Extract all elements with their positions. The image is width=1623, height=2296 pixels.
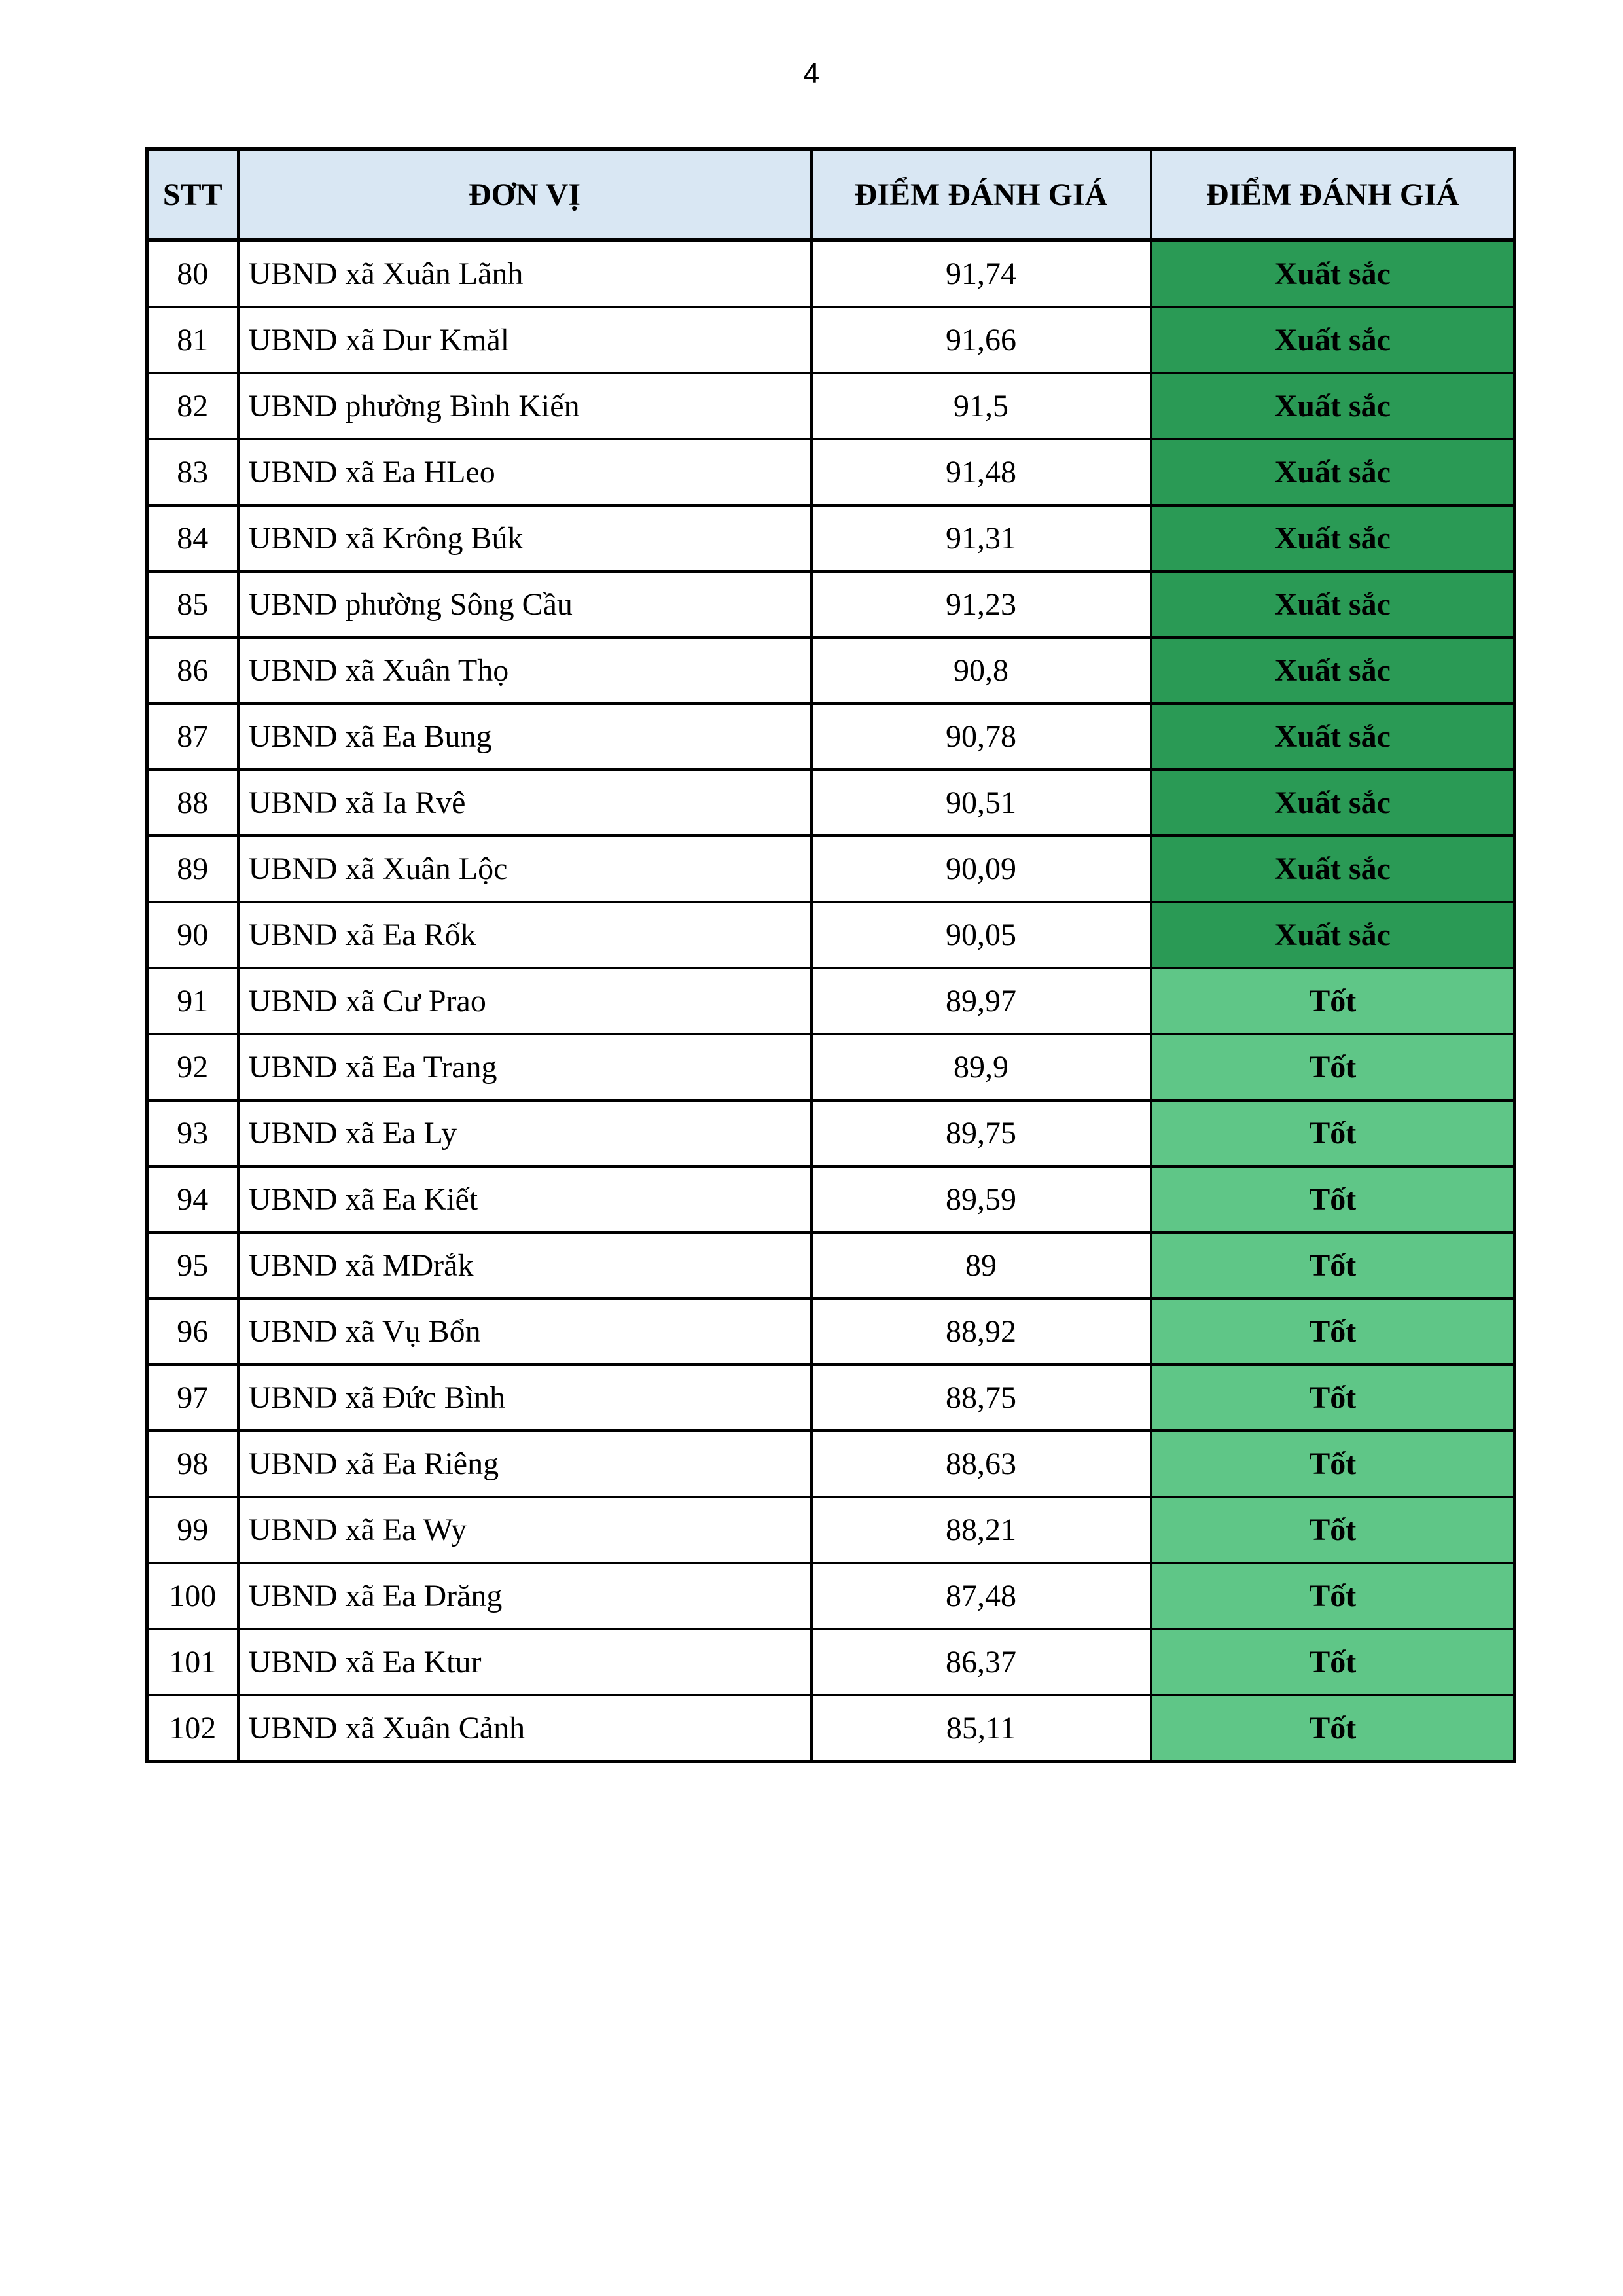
unit-cell: UBND phường Bình Kiến xyxy=(238,373,812,439)
rating-cell: Tốt xyxy=(1151,1034,1515,1100)
table-row xyxy=(147,1232,1515,1299)
table-row xyxy=(147,770,1515,836)
unit-cell: UBND xã Xuân Lãnh xyxy=(238,240,812,307)
rating-cell: Xuất sắc xyxy=(1151,240,1515,307)
score-cell: 90,8 xyxy=(812,637,1151,704)
unit-cell: UBND xã Ea Wy xyxy=(238,1497,812,1563)
score-cell: 85,11 xyxy=(812,1695,1151,1762)
rating-cell: Xuất sắc xyxy=(1151,307,1515,373)
table-row xyxy=(147,439,1515,505)
table-row xyxy=(147,968,1515,1034)
rating-cell: Tốt xyxy=(1151,1629,1515,1695)
table-row xyxy=(147,1563,1515,1629)
unit-cell: UBND xã Xuân Thọ xyxy=(238,637,812,704)
table-row xyxy=(147,704,1515,770)
score-cell: 91,5 xyxy=(812,373,1151,439)
rating-cell: Xuất sắc xyxy=(1151,439,1515,505)
score-cell: 87,48 xyxy=(812,1563,1151,1629)
stt-cell: 97 xyxy=(147,1365,238,1431)
table-row xyxy=(147,1497,1515,1563)
score-cell: 91,66 xyxy=(812,307,1151,373)
table-row xyxy=(147,307,1515,373)
unit-cell: UBND xã Xuân Cảnh xyxy=(238,1695,812,1762)
rating-cell: Tốt xyxy=(1151,1431,1515,1497)
rating-cell: Tốt xyxy=(1151,1232,1515,1299)
unit-cell: UBND xã Vụ Bổn xyxy=(238,1299,812,1365)
score-cell: 88,92 xyxy=(812,1299,1151,1365)
table-row xyxy=(147,836,1515,902)
table-body xyxy=(147,240,1515,1762)
stt-cell: 85 xyxy=(147,571,238,637)
results-table xyxy=(145,147,1516,1763)
table-header-row xyxy=(147,149,1515,241)
score-cell: 91,23 xyxy=(812,571,1151,637)
unit-cell: UBND xã Dur Kmăl xyxy=(238,307,812,373)
unit-cell: UBND xã Xuân Lộc xyxy=(238,836,812,902)
rating-cell: Tốt xyxy=(1151,1563,1515,1629)
stt-cell: 99 xyxy=(147,1497,238,1563)
rating-cell: Xuất sắc xyxy=(1151,373,1515,439)
rating-cell: Xuất sắc xyxy=(1151,770,1515,836)
score-cell: 90,09 xyxy=(812,836,1151,902)
stt-cell: 84 xyxy=(147,505,238,571)
stt-cell: 92 xyxy=(147,1034,238,1100)
stt-cell: 98 xyxy=(147,1431,238,1497)
table-row xyxy=(147,571,1515,637)
stt-cell: 100 xyxy=(147,1563,238,1629)
stt-cell: 87 xyxy=(147,704,238,770)
table-row xyxy=(147,240,1515,307)
unit-cell: UBND xã Ea Bung xyxy=(238,704,812,770)
rating-cell: Tốt xyxy=(1151,1299,1515,1365)
header-cell-rating: ĐIỂM ĐÁNH GIÁ xyxy=(1151,149,1515,241)
unit-cell: UBND xã Ea Ly xyxy=(238,1100,812,1166)
table-row xyxy=(147,1034,1515,1100)
table-row xyxy=(147,505,1515,571)
stt-cell: 81 xyxy=(147,307,238,373)
unit-cell: UBND xã Đức Bình xyxy=(238,1365,812,1431)
stt-cell: 96 xyxy=(147,1299,238,1365)
table-row xyxy=(147,637,1515,704)
unit-cell: UBND xã Ea Ktur xyxy=(238,1629,812,1695)
rating-cell: Xuất sắc xyxy=(1151,505,1515,571)
unit-cell: UBND xã Ea Rốk xyxy=(238,902,812,968)
score-cell: 89 xyxy=(812,1232,1151,1299)
table-row xyxy=(147,1299,1515,1365)
stt-cell: 93 xyxy=(147,1100,238,1166)
stt-cell: 82 xyxy=(147,373,238,439)
table-row xyxy=(147,1431,1515,1497)
stt-cell: 94 xyxy=(147,1166,238,1232)
rating-cell: Tốt xyxy=(1151,1497,1515,1563)
table-row xyxy=(147,1365,1515,1431)
stt-cell: 95 xyxy=(147,1232,238,1299)
score-cell: 89,75 xyxy=(812,1100,1151,1166)
rating-cell: Xuất sắc xyxy=(1151,704,1515,770)
table-row xyxy=(147,1629,1515,1695)
score-cell: 88,63 xyxy=(812,1431,1151,1497)
score-cell: 89,9 xyxy=(812,1034,1151,1100)
score-cell: 90,51 xyxy=(812,770,1151,836)
unit-cell: UBND xã MDrắk xyxy=(238,1232,812,1299)
unit-cell: UBND xã Ea Kiết xyxy=(238,1166,812,1232)
rating-cell: Xuất sắc xyxy=(1151,902,1515,968)
rating-cell: Xuất sắc xyxy=(1151,836,1515,902)
stt-cell: 101 xyxy=(147,1629,238,1695)
header-cell-stt: STT xyxy=(147,149,238,241)
score-cell: 90,78 xyxy=(812,704,1151,770)
table-row xyxy=(147,1100,1515,1166)
score-cell: 88,75 xyxy=(812,1365,1151,1431)
stt-cell: 80 xyxy=(147,240,238,307)
stt-cell: 88 xyxy=(147,770,238,836)
stt-cell: 90 xyxy=(147,902,238,968)
unit-cell: UBND xã Ia Rvê xyxy=(238,770,812,836)
rating-cell: Tốt xyxy=(1151,1365,1515,1431)
header-cell-score: ĐIỂM ĐÁNH GIÁ xyxy=(812,149,1151,241)
unit-cell: UBND phường Sông Cầu xyxy=(238,571,812,637)
header-cell-unit: ĐƠN VỊ xyxy=(238,149,812,241)
stt-cell: 89 xyxy=(147,836,238,902)
rating-cell: Tốt xyxy=(1151,1695,1515,1762)
score-cell: 91,31 xyxy=(812,505,1151,571)
score-cell: 88,21 xyxy=(812,1497,1151,1563)
score-cell: 90,05 xyxy=(812,902,1151,968)
rating-cell: Tốt xyxy=(1151,1166,1515,1232)
unit-cell: UBND xã Ea Drăng xyxy=(238,1563,812,1629)
unit-cell: UBND xã Cư Prao xyxy=(238,968,812,1034)
page-number: 4 xyxy=(803,58,820,90)
table-row xyxy=(147,1695,1515,1762)
unit-cell: UBND xã Ea HLeo xyxy=(238,439,812,505)
table-row xyxy=(147,1166,1515,1232)
rating-cell: Xuất sắc xyxy=(1151,571,1515,637)
score-cell: 89,97 xyxy=(812,968,1151,1034)
score-cell: 86,37 xyxy=(812,1629,1151,1695)
unit-cell: UBND xã Ea Riêng xyxy=(238,1431,812,1497)
score-cell: 91,74 xyxy=(812,240,1151,307)
score-cell: 89,59 xyxy=(812,1166,1151,1232)
table-row xyxy=(147,373,1515,439)
stt-cell: 83 xyxy=(147,439,238,505)
stt-cell: 91 xyxy=(147,968,238,1034)
stt-cell: 86 xyxy=(147,637,238,704)
table-row xyxy=(147,902,1515,968)
rating-cell: Xuất sắc xyxy=(1151,637,1515,704)
rating-cell: Tốt xyxy=(1151,968,1515,1034)
stt-cell: 102 xyxy=(147,1695,238,1762)
unit-cell: UBND xã Krông Búk xyxy=(238,505,812,571)
score-cell: 91,48 xyxy=(812,439,1151,505)
unit-cell: UBND xã Ea Trang xyxy=(238,1034,812,1100)
rating-cell: Tốt xyxy=(1151,1100,1515,1166)
